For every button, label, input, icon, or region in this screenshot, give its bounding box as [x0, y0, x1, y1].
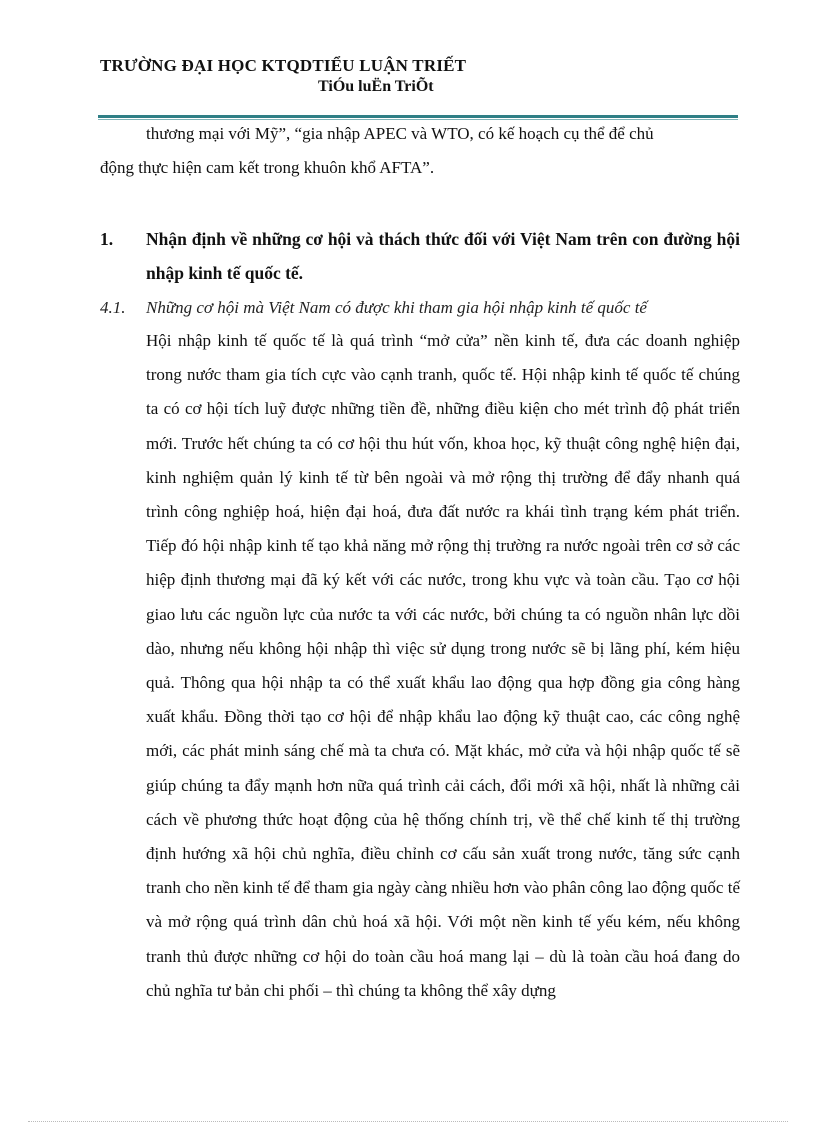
subsection-number: 4.1. — [100, 298, 126, 317]
header-subtitle: TiÓu luËn TriÕt — [318, 78, 434, 95]
section-number: 1. — [100, 229, 114, 249]
header-title: TRƯỜNG ĐẠI HỌC KTQDTIỂU LUẬN TRIẾT — [100, 56, 467, 75]
paragraph-top-line-2: động thực hiện cam kết trong khuôn khổ AFTA”. — [100, 158, 435, 178]
section-heading — [100, 222, 740, 290]
paragraph-main-text: Hội nhập kinh tế quốc tế là quá trình “mở cửa” nền kinh tế, đưa các doanh nghiệp trong nước tham gia tích cực vào cạnh tranh, quốc tế. Hội nhập kinh tế quốc tế chúng ta có cơ hội tích luỹ được những tiền đề, những điều kiện cho mét trình độ phát triển mới. Trước hết chúng ta có cơ hội thu hút vốn, khoa học, kỹ thuật công nghệ hiện đại, kinh nghiệm quản lý kinh tế từ bên ngoài và mở rộng thị trường để đẩy nhanh quá trình công nghiệp hoá, hiện đại hoá, đưa đất nước ra khái tình trạng kém phát triển. Tiếp đó hội nhập kinh tế tạo khả năng mở rộng thị trường ra nước ngoài trên cơ sở các hiệp định thương mại đã ký kết với các nước, trong khu vực và toàn cầu. Tạo cơ hội giao lưu các nguồn lực của nước ta với các nước, bởi chúng ta có nguồn nhân lực dồi dào, nhưng nếu không hội nhập thì việc sử dụng trong nước sẽ bị lãng phí, kém hiệu quả. Thông qua hội nhập ta có thể xuất khẩu lao động qua hợp đồng gia công hàng xuất khẩu. Đồng thời tạo cơ hội để nhập khẩu lao động kỹ thuật cao, các công nghệ mới, các phát minh sáng chế mà ta chưa có. Mặt khác, mở cửa và hội nhập quốc tế sẽ giúp chúng ta đẩy mạnh hơn nữa quá trình cải cách, đổi mới xã hội, nhất là những cải cách về phương thức hoạt động của hệ thống chính trị, về thể chế kinh tế thị trường định hướng xã hội chủ nghĩa, điều chỉnh cơ cấu sản xuất trong nước, tăng sức cạnh tranh cho nền kinh tế để tham gia ngày càng nhiều hơn vào phân công lao động quốc tế và mở rộng quá trình dân chủ hoá xã hội. Với một nền kinh tế yếu kém, nếu không tranh thủ được những cơ hội do toàn cầu hoá mang lại – dù là toàn cầu hoá đang do chủ nghĩa tư bản chi phối – thì chúng ta không thể xây dựng — [146, 331, 740, 1000]
subsection-title: Những cơ hội mà Việt Nam có được khi tham gia hội nhập kinh tế quốc tế — [146, 298, 647, 317]
section-title: Nhận định về những cơ hội và thách thức đối với Việt Nam trên con đường hội nhập kinh tế quốc tế. — [146, 229, 740, 283]
subsection-heading — [100, 291, 740, 325]
paragraph-top-line-1: thương mại với Mỹ”, “gia nhập APEC và WTO, có kế hoạch cụ thể để chủ — [146, 124, 654, 143]
page-header — [100, 55, 740, 97]
page-bottom-border — [28, 1121, 788, 1122]
paragraph-top — [100, 117, 740, 185]
paragraph-main — [100, 324, 740, 1008]
